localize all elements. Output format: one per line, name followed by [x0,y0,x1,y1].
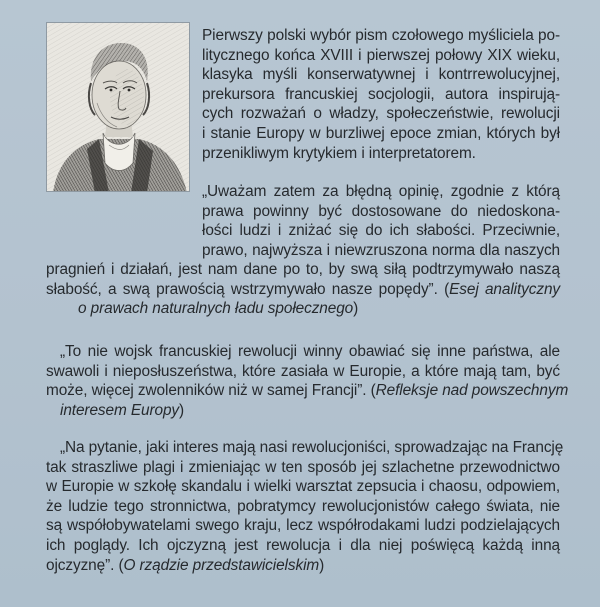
quote-2-source-b: interesem Europy [60,401,180,419]
quote-2-line: „To nie wojsk francuskiej rewolucji winny obawiać się inne państwa, ale [60,343,560,360]
quote-3-line: w Europie w szkołę skandalu i wielki warsztat zepsucia i chaosu, odpowiem, [46,478,560,496]
quote-1-line: prawa powinny być dostosowane do niedoskona- [202,202,560,220]
intro-line: litycznego końca XVIII i pierwszej połowy XIX wieku, [202,46,560,64]
quote-2-close: ) [179,401,185,419]
quote-3-text: ojczyznę”. ( [46,556,124,574]
quote-1-line: pragnień i działań, jest nam dane po to, by swą siłą podtrzymywało naszą [46,261,560,278]
quote-1-line: prawo, najwyższa i niewzruszona norma dla naszych [202,241,560,259]
quote-1-upper [202,182,560,260]
quote-1-line: „Uważam zatem za błędną opinię, zgodnie z którą [202,183,560,200]
intro-line: przenikliwym krytykiem i interpretatorem. [202,144,476,162]
quote-3 [46,438,564,575]
quote-1-source-line [46,299,560,319]
quote-2-text: może, więcej zwolenników niż w samej Francji”. ( [46,382,376,400]
quote-3-line: „Na pytanie, jaki interes mają nasi rewolucjoniści, sprowadzając na Francję [60,439,564,456]
quote-2-line [46,381,569,401]
quote-3-line: są współobywatelami swego kraju, lecz współrodakami ludzi podzielających [46,517,560,535]
quote-1-text: słabość, a swą prawością wstrzymywało nasze popędy”. ( [46,280,450,298]
quote-3-source: O rządzie przedstawicielskim [123,556,320,574]
intro-line: Pierwszy polski wybór pism czołowego myśliciela po- [202,27,560,44]
intro-paragraph [202,26,560,163]
quote-3-line [46,556,560,576]
quote-2 [46,342,569,420]
quote-1-close: ) [353,300,359,318]
author-portrait-engraving [46,22,190,192]
quote-1-line: łości ludzi i zniżać się do ich słabości. Przeciwnie, [202,222,560,240]
quote-1-lower [46,260,560,319]
quote-2-source-line [46,401,560,421]
quote-3-line: że ludzie tego stronnictwa, pobratymcy rewolucjonistów całego świata, nie [46,497,560,515]
intro-line: i stanie Europy w burzliwej epoce zmian, których był [202,124,560,142]
quote-1-source-a: Esej analityczny [449,280,561,298]
quote-1-source-b: o prawach naturalnych ładu społecznego [78,300,354,318]
intro-line: prekursora francuskiej socjologii, autora inspirują- [202,85,560,103]
quote-3-close: ) [319,556,325,574]
quote-2-line: swawoli i nieposłuszeństwa, które zasiała w Europie, a które mają tam, być [46,362,560,380]
quote-2-source-a: Refleksje nad powszechnym [375,382,569,400]
intro-line: cych rozważań o władzy, społeczeństwie, rewolucji [202,105,560,123]
intro-line: klasyka myśli konserwatywnej i kontrrewolucyjnej, [202,66,560,84]
quote-1-line [46,280,560,300]
quote-3-line: tak straszliwe plagi i zmieniając w ten sposób jej szlachetne przewodnictwo [46,458,560,476]
quote-3-line: ich poglądy. Ich ojczyzną jest rewolucja i dla niej poświęcą każdą inną [46,536,560,554]
